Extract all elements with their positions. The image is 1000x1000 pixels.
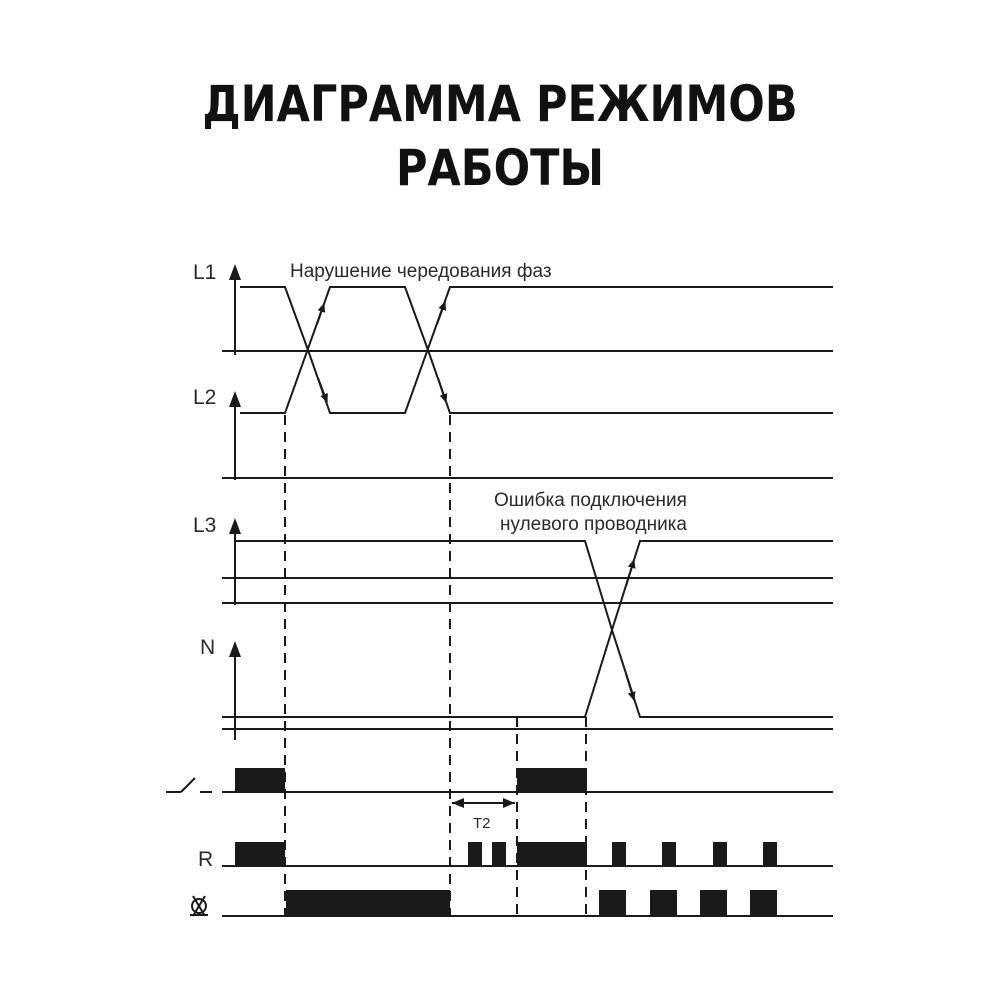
fault-pulse-4 [700, 890, 727, 916]
r-pulse-5 [612, 842, 626, 866]
l1-up-arrow [437, 302, 445, 324]
l1-label: L1 [193, 261, 217, 284]
t2-right-arrow-icon [503, 798, 515, 808]
n-label: N [200, 636, 216, 659]
fault-pulse-1 [286, 890, 450, 916]
r-pulse-4 [517, 842, 587, 866]
title-line-1: ДИАГРАММА РЕЖИМОВ [202, 75, 798, 133]
contact-pulse-1 [235, 768, 285, 792]
n-up-arrow [626, 560, 634, 586]
neutral-error-label-line2: нулевого проводника [500, 514, 687, 535]
r-pulse-8 [763, 842, 777, 866]
r-pulse-2 [468, 842, 482, 866]
r-pulse-1 [235, 842, 285, 866]
l3-down-arrow [626, 674, 634, 700]
l1-down-arrow [318, 378, 327, 402]
n-waveform [222, 541, 833, 717]
fault-pulse-5 [750, 890, 777, 916]
r-pulse-6 [662, 842, 676, 866]
l1-axis-arrow-icon [229, 264, 241, 280]
fault-pulse-2 [599, 890, 626, 916]
t2-label: T2 [473, 815, 491, 832]
r-pulse-3 [492, 842, 506, 866]
fault-pulse-3 [650, 890, 677, 916]
l3-axis-arrow-icon [229, 518, 241, 534]
neutral-error-label-line1: Ошибка подключения [494, 490, 687, 511]
contact-pulse-2 [517, 768, 587, 792]
l2-down-arrow [438, 378, 446, 402]
title-line-2: РАБОТЫ [395, 139, 605, 197]
l3-waveform [235, 541, 833, 717]
phase-sequence-violation-label: Нарушение чередования фаз [290, 261, 552, 282]
crossed-circle-lamp-icon [190, 896, 208, 916]
l2-label: L2 [193, 386, 217, 409]
r-label: R [198, 848, 214, 871]
l2-up-arrow [317, 304, 324, 324]
l3-label: L3 [193, 514, 217, 537]
normally-open-contact-icon [166, 778, 212, 792]
l2-axis-arrow-icon [229, 391, 241, 407]
n-axis-arrow-icon [229, 641, 241, 657]
t2-left-arrow-icon [452, 798, 464, 808]
r-pulse-7 [713, 842, 727, 866]
